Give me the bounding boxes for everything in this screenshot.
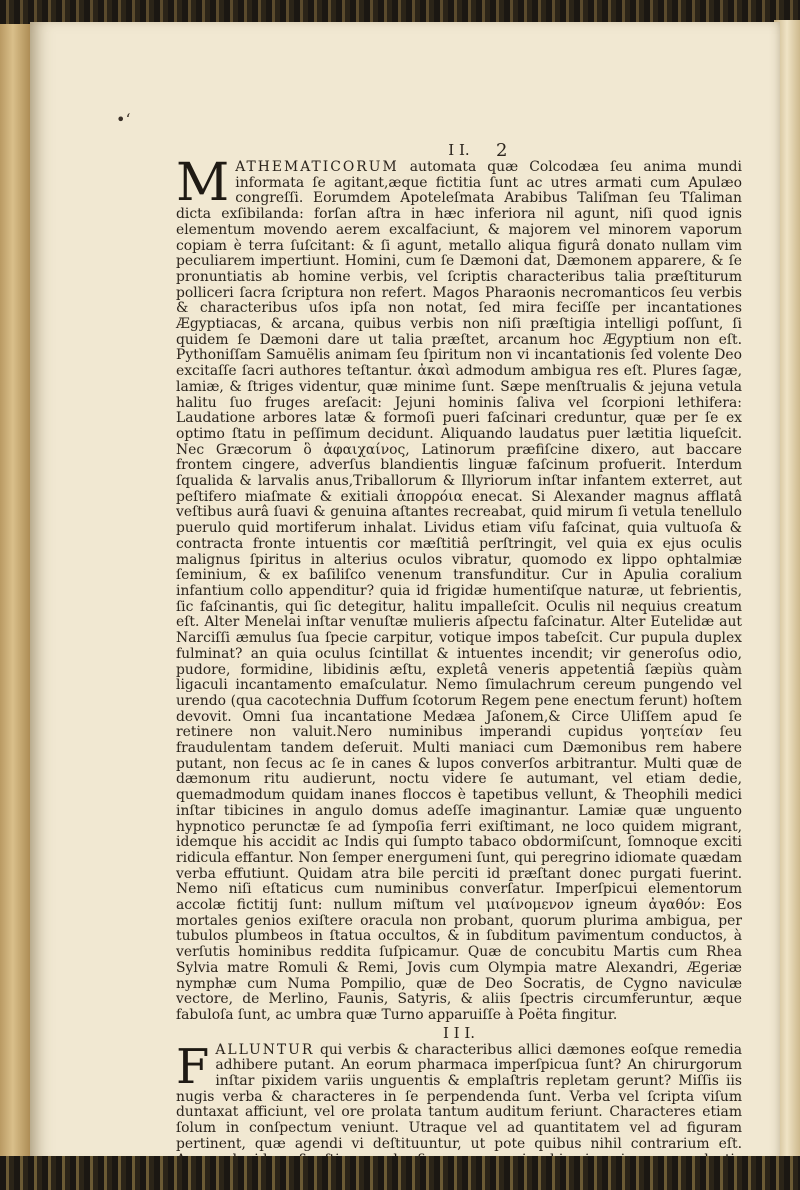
lead-word-mathematicorum: ATHEMATICORUM: [235, 159, 399, 175]
paragraph-text-2: automata quæ Colcodæa ſeu anima mundi informata ſe agitant,æque fictitia ſunt ac utres armati cum Apulæo congreſſi. Eorumdem Apoteleſmata Arabibus Taliſman ſeu Tſaliman dicta exſibilanda: forſan aſtra in hæc inferiora nil agunt, niſi quod ignis elementum movendo aerem excalfaciunt, & majorem vel minorem vaporum copiam è terra ſuſcitant: & ſi agunt, metallo aliqua figurâ donato nullam vim peculiarem impertiunt. Homini, cum ſe Dæmoni dat, Dæmonem apparere, & ſe pronuntiatis ab homine verbis, vel ſcriptis characteribus talia præſtiturum polliceri ſacra ſcriptura non refert. Magos Pharaonis necromanticos ſeu verbis & characteribus uſos ipſa non notat, ſed mira feciſſe per incantationes Ægyptiacas, & arcana, quibus verbis non niſi præſtigia intelligi poſſunt, ſi quidem ſe Dæmoni dare ut talia præſtet, arcanum hoc Ægyptium non eſt. Pythoniſſam Samuëlis animam ſeu ſpiritum non vi incantationis ſed volente Deo excitaſſe ſacri authores teſtantur. ἀκαὶ admodum ambigua res eſt. Plures ſagæ, lamiæ, & ſtriges videntur, quæ minime ſunt. Sæpe menſtrualis & jejuna vetula halitu ſuo fruges areſacit: Jejuni hominis ſaliva vel ſcorpioni lethifera: Laudatione arbores latæ & formoſi pueri faſcinari creduntur, quæ per ſe ex optimo ſtatu in peſſimum decidunt. Aliquando laudatus puer lætitia liqueſcit. Nec Græcorum ὃ ἀφαιχαίνος, Latinorum præfiſcine dixero, aut baccare frontem cingere, adverſus blandientis linguæ faſcinum profuerit. Interdum ſqualida & larvalis anus,Triballorum & Illyriorum inſtar infantem exterret, aut peſtifero miaſmate & exitiali ἀπορρόια enecat. Si Alexander magnus afflatâ veſtibus aurâ ſuavi & genuina aſtantes recreabat, quid mirum ſi vetula tenellulo puerulo quid mortiferum inhalat. Lividus etiam viſu faſcinat, quia vultuoſa & contracta fronte intuentis cor mæſtitiâ perſtringit, vel quia ex ejus oculis malignus ſpiritus in alterius oculos vibratur, quomodo ex lippo ophtalmiæ ſeminium, & ex baſiliſco venenum transfunditur. Cur in Apulia coralium infantium collo appenditur? quia id frigidæ humentiſque naturæ, ut febrientis, ſic faſcinantis, qui ſic detegitur, halitu impalleſcit. Oculis nil nequius creatum eſt. Alter Menelai inſtar venuſtæ mulieris aſpectu faſcinatur. Alter Eutelidæ aut Narciſſi æmulus ſua ſpecie carpitur, votique impos tabeſcit. Cur pupula duplex fulminat? an quia oculus ſcintillat & intuentes incendit; vir generoſus odio, pudore, formidine, libidinis æſtu, expletâ veneris appetentiâ ſæpiùs quàm ligaculi incantamento emaſculatur. Nemo ſimulachrum cereum pungendo vel urendo (qua cacotechnia Duffum ſcotorum Regem pene enectum ferunt) hoſtem devovit. Omni ſua incantatione Medæa Jaſonem,& Circe Uliſſem apud ſe retinere non valuit.Nero numinibus imperandi cupidus γοητείαν ſeu fraudulentam tandem deſeruit. Multi maniaci cum Dæmonibus rem habere putant, non ſecus ac ſe in canes & lupos converſos arbitrantur. Multi quæ de dæmonum ritu audierunt, noctu videre ſe autumant, vel etiam dedie, quemadmodum quidam inanes floccos è tapetibus vellunt, & Theophili medici inſtar tibicines in angulo domus adeſſe imaginantur. Lamiæ quæ unguento hypnotico perunctæ ſe ad ſympoſia ferri exiſtimant, ne loco quidem migrant, idemque his accidit ac Indis qui ſumpto tabaco obdormiſcunt, ſomnoque exciti ridicula effantur. Non ſemper energumeni ſunt, qui peregrino idiomate quædam verba effutiunt. Quidam atra bile perciti id præſtant donec purgati fuerint. Nemo niſi eſtaticus cum numinibus converſatur. Imperſpicui elementorum accolæ fictitij ſunt: nullum miſtum vel μιαίνομενον igneum ἀγαθόν: Eos mortales genios exiſtere oracula non probant, quorum plurima ambigua, per tubulos plumbeos in ſtatua occultos, & in ſubditum pavimentum conductos, à verſutis hominibus reddita ſuſpicamur. Quæ de concubitu Martis cum Rhea Sylvia matre Romuli & Remi, Jovis cum Olympia matre Alexandri, Ægeriæ nymphæ cum Numa Pompilio, quæ de Deo Socratis, de Cygno naviculæ vectore, de Merlino, Faunis, Satyris, & aliis ſpectris circumferuntur, æque fabuloſa ſunt, ac umbra quæ Turno apparuiſſe à Poëta fingitur.: [176, 159, 742, 1023]
drop-cap-f: F: [176, 1038, 210, 1095]
binding-border-bottom: [0, 1156, 800, 1190]
text-block: [176, 141, 742, 1184]
page-number: 2: [496, 140, 508, 161]
section-title-2: I I.: [448, 141, 470, 159]
paragraph-section-2: [176, 153, 742, 1024]
drop-cap-m: M: [176, 153, 230, 213]
lead-word-falluntur: ALLUNTUR: [215, 1041, 315, 1058]
section-title-3: I I I.: [442, 1023, 476, 1042]
ink-smudge: •ʻ: [116, 110, 131, 129]
paragraph-text-3: qui verbis & characteribus allici dæmones eoſque remedia adhibere putant. An eorum pharmaca imperſpicua ſunt? An chirurgorum inſtar pixidem variis unguentis & emplaſtris repletam gerunt? Miſſis iis nugis verba & characteres in ſe perpendenda ſunt. Verba vel ſcripta viſum duntaxat afficiunt, vel ore prolata tantum auditum feriunt. Characteres etiam ſolum in conſpectum veniunt. Utraque vel ad quantitatem vel ad figuram pertinent, quæ agendi vi deſtituuntur, ut pote quibus nihil contrarium eſt.: [176, 1041, 742, 1152]
book-spine: [0, 24, 32, 1164]
